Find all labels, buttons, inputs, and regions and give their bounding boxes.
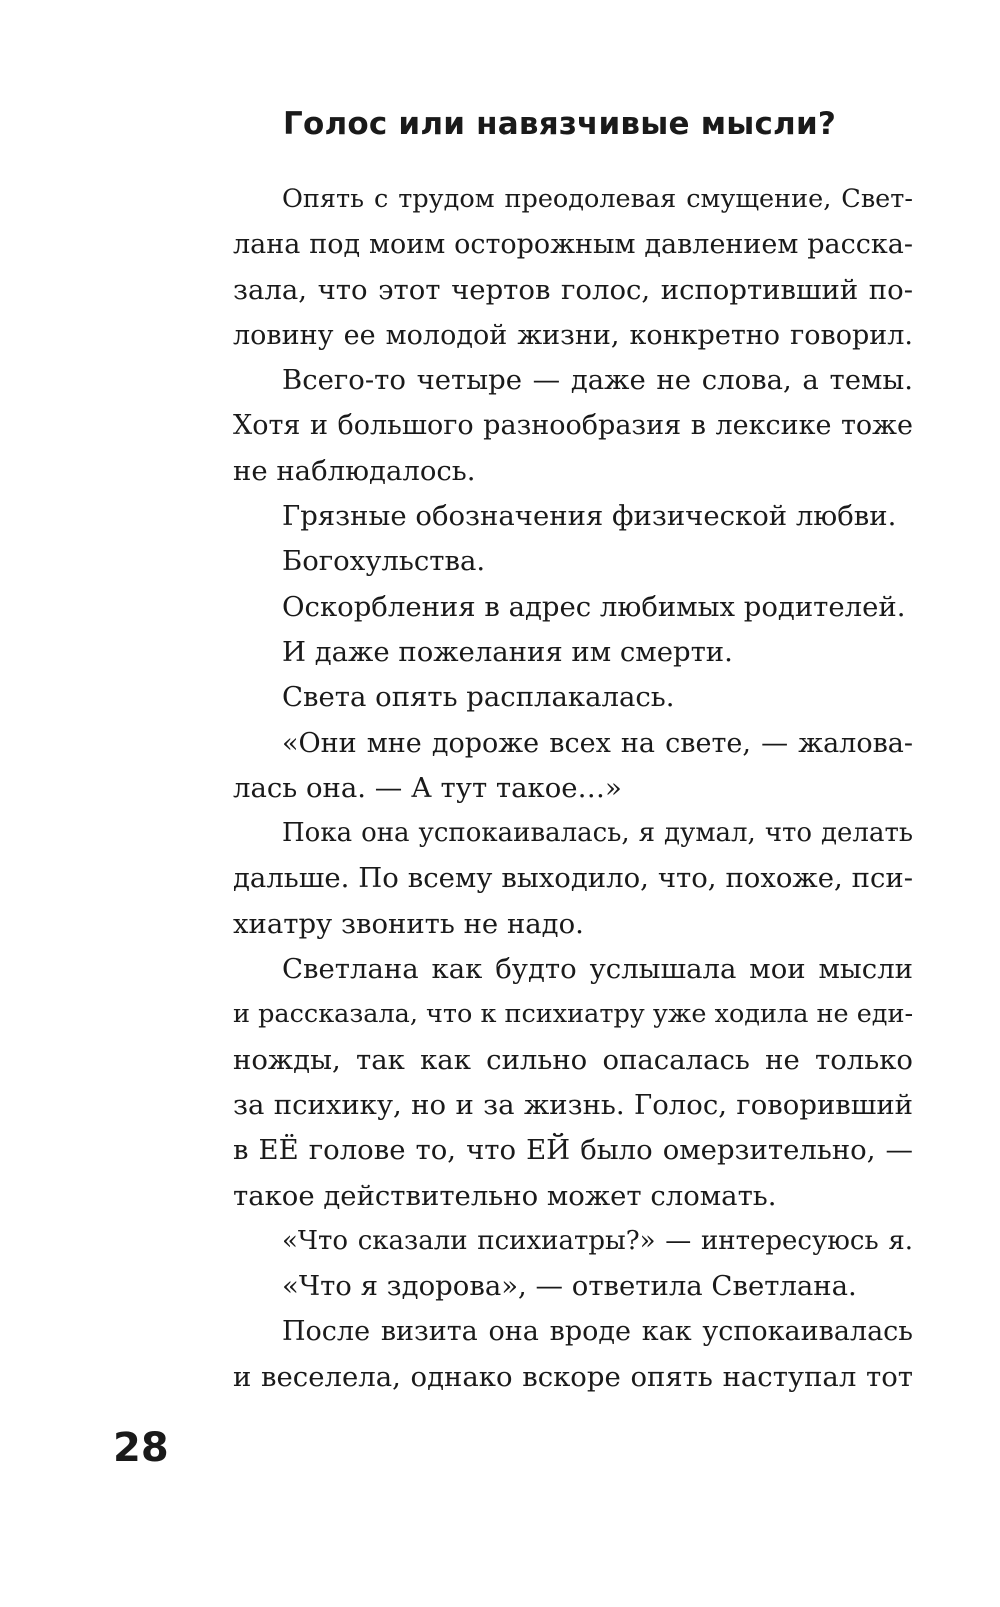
text-line: Светлана как будто услышала мои мысли bbox=[282, 953, 913, 986]
text-line: Пока она успокаивалась, я думал, что делать bbox=[282, 818, 913, 849]
text-line: лась она. — А тут такое…» bbox=[233, 771, 622, 804]
text-line: Света опять расплакалась. bbox=[282, 681, 675, 714]
text-line: в ЕЁ голове то, что ЕЙ было омерзительно, — bbox=[233, 1134, 913, 1167]
text-line: лана под моим осторожным давлением расска- bbox=[233, 229, 913, 261]
section-heading: Голос или навязчивые мысли? bbox=[283, 106, 837, 142]
page-number: 28 bbox=[113, 1425, 169, 1471]
text-line: Хотя и большого разнообразия в лексике тоже bbox=[233, 410, 913, 442]
text-line: Опять с трудом преодолевая смущение, Свет- bbox=[282, 184, 913, 214]
text-line: и рассказала, что к психиатру уже ходила не еди- bbox=[233, 999, 914, 1030]
text-line: ножды, так как сильно опасалась не только bbox=[233, 1043, 913, 1076]
text-line: такое действительно может сломать. bbox=[233, 1179, 777, 1212]
text-line: хиатру звонить не надо. bbox=[233, 907, 584, 940]
text-line: После визита она вроде как успокаивалась bbox=[282, 1316, 913, 1348]
text-line: зала, что этот чертов голос, испортивший по- bbox=[233, 273, 913, 306]
text-line: за психику, но и за жизнь. Голос, говоривший bbox=[233, 1088, 913, 1121]
text-line: и веселела, однако вскоре опять наступал тот bbox=[233, 1360, 913, 1393]
text-line: не наблюдалось. bbox=[233, 454, 476, 487]
text-line: ловину ее молодой жизни, конкретно говорил. bbox=[233, 319, 913, 351]
text-line: «Что сказали психиатры?» — интересуюсь я. bbox=[282, 1225, 913, 1256]
text-line: И даже пожелания им смерти. bbox=[282, 635, 733, 668]
body-text bbox=[233, 177, 913, 1400]
text-line: Оскорбления в адрес любимых родителей. bbox=[282, 590, 906, 623]
text-line: «Они мне дороже всех на свете, — жалова- bbox=[282, 727, 913, 759]
text-line: «Что я здорова», — ответила Светлана. bbox=[282, 1270, 857, 1303]
text-line: Всего-то четыре — даже не слова, а темы. bbox=[282, 364, 913, 397]
text-line: Богохульства. bbox=[282, 545, 486, 578]
text-line: дальше. По всему выходило, что, похоже, пси- bbox=[233, 862, 913, 895]
text-line: Грязные обозначения физической любви. bbox=[282, 500, 897, 533]
